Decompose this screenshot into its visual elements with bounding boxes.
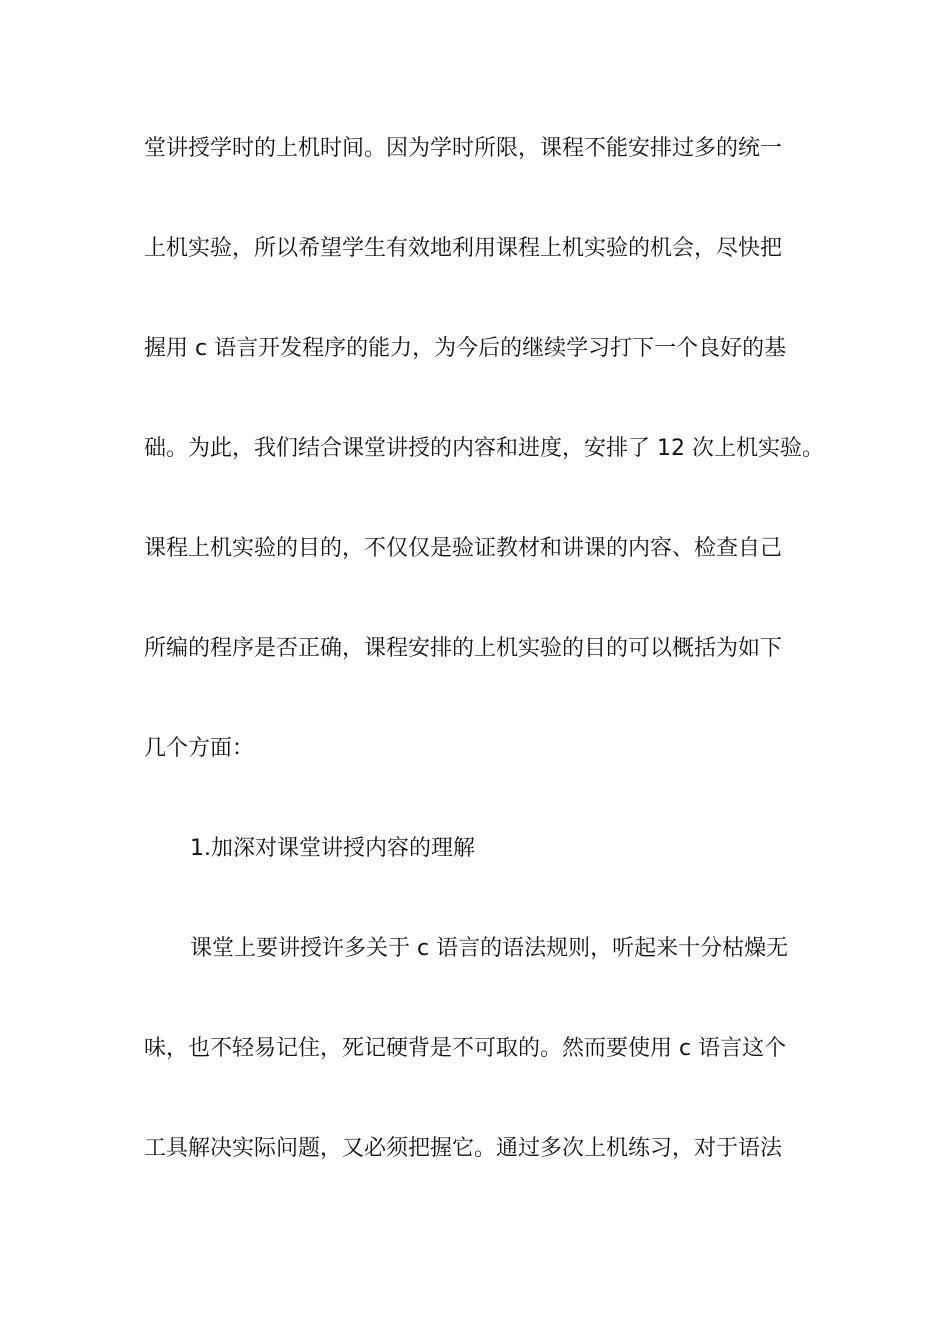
text-line: 味，也不轻易记住，死记硬背是不可取的。然而要使用 c 语言这个 (144, 1036, 787, 1061)
text-line: 所编的程序是否正确，课程安排的上机实验的目的可以概括为如下 (144, 636, 783, 661)
text-line: 础。为此，我们结合课堂讲授的内容和进度，安排了 12 次上机实验。 (144, 436, 824, 461)
text-line: 工具解决实际问题，又必须把握它。通过多次上机练习，对于语法 (144, 1136, 783, 1161)
text-line: 握用 c 语言开发程序的能力，为今后的继续学习打下一个良好的基 (144, 336, 787, 361)
text-line: 课堂上要讲授许多关于 c 语言的语法规则，听起来十分枯燥无 (190, 936, 789, 961)
section-heading: 1.加深对课堂讲授内容的理解 (190, 836, 475, 861)
text-line: 上机实验，所以希望学生有效地利用课程上机实验的机会，尽快把 (144, 236, 783, 261)
text-line: 几个方面： (144, 736, 255, 761)
text-line: 堂讲授学时的上机时间。因为学时所限，课程不能安排过多的统一 (144, 136, 783, 161)
text-line: 课程上机实验的目的，不仅仅是验证教材和讲课的内容、检查自己 (144, 536, 783, 561)
